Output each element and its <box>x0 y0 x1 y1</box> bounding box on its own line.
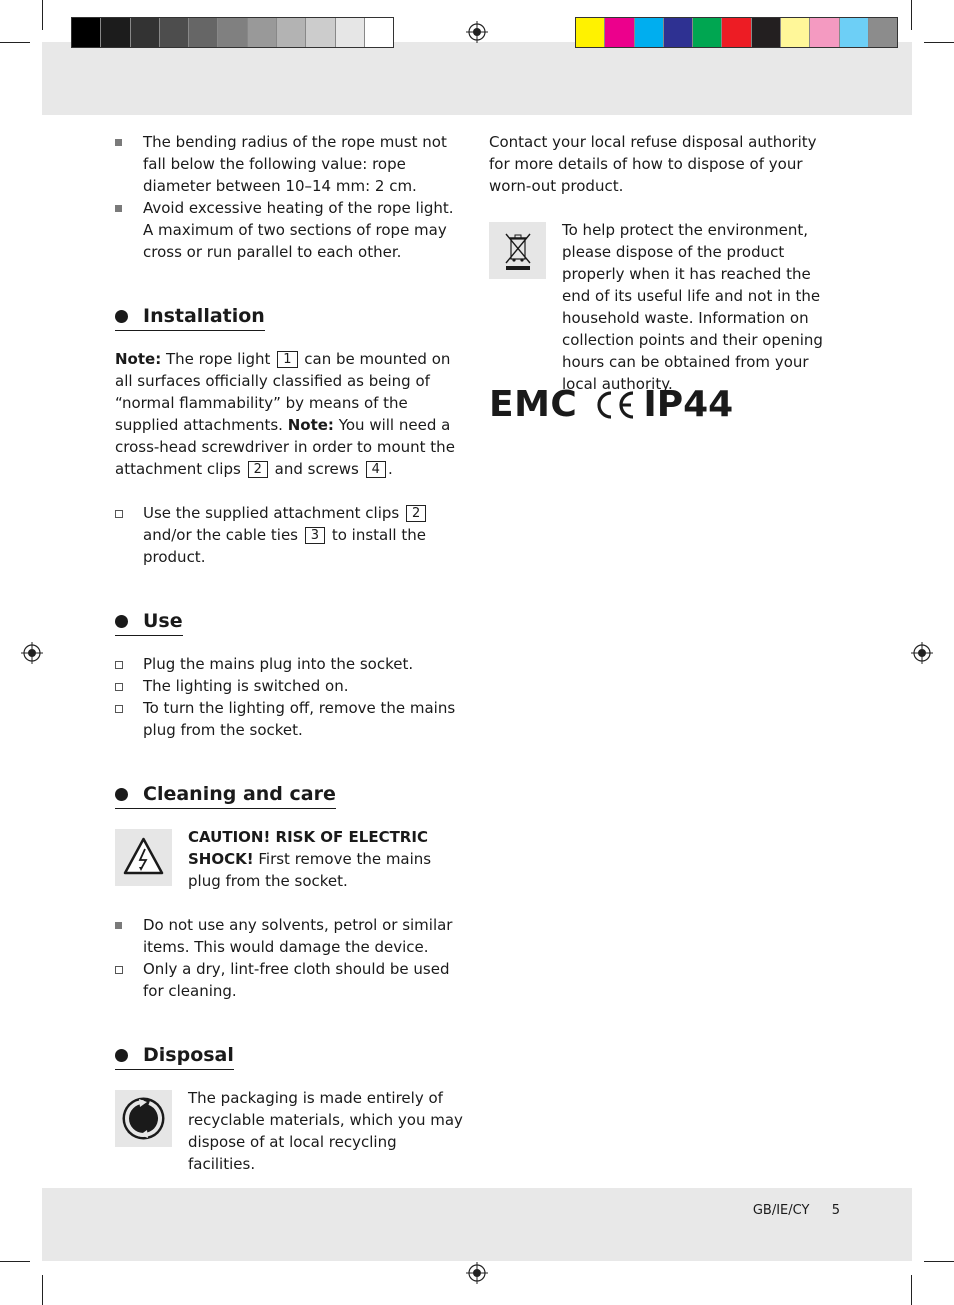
color-swatch <box>306 18 335 47</box>
color-swatch <box>248 18 277 47</box>
left-column <box>115 131 465 1175</box>
green-dot-recycling-icon <box>115 1090 172 1147</box>
color-swatch <box>664 18 693 47</box>
caution-block <box>115 826 465 892</box>
crop-mark <box>911 0 912 30</box>
color-swatch <box>101 18 130 47</box>
step-text: Use the supplied attachment clips 2 and/or the cable ties 3 to install the product. <box>143 504 426 566</box>
heading-dot-icon <box>115 615 128 628</box>
square-bullet-icon <box>115 139 122 146</box>
packaging-text: The packaging is made entirely of recyclable materials, which you may dispose of at local recycling facilities. <box>188 1089 463 1173</box>
checkbox-bullet-icon <box>115 705 123 713</box>
caution-text: First remove the mains plug from the socket. <box>188 850 432 890</box>
section-heading-cleaning: Cleaning and care <box>115 781 336 809</box>
color-swatch <box>365 18 393 47</box>
step-text: Only a dry, lint-free cloth should be used for cleaning. <box>143 960 450 1000</box>
color-swatch <box>72 18 101 47</box>
registration-mark-icon <box>466 1262 488 1284</box>
certification-marks <box>489 385 733 425</box>
color-swatch <box>722 18 751 47</box>
weee-text: To help protect the environment, please dispose of the product properly when it has reached the end of its useful life and not in the household waste. Information on collection points and their opening hours can be obtained from your local authority. <box>562 221 823 393</box>
header-band <box>42 42 912 115</box>
right-column <box>489 131 839 425</box>
color-swatch <box>160 18 189 47</box>
color-swatch <box>336 18 365 47</box>
part-reference: 1 <box>277 351 297 368</box>
color-calibration-strip <box>575 17 898 48</box>
color-swatch <box>752 18 781 47</box>
registration-mark-icon <box>466 21 488 43</box>
gray-calibration-strip <box>71 17 394 48</box>
part-reference: 3 <box>305 527 325 544</box>
step-text: To turn the lighting off, remove the mains plug from the socket. <box>143 699 456 739</box>
weee-block <box>489 219 839 395</box>
square-bullet-icon <box>115 922 122 929</box>
color-swatch <box>840 18 869 47</box>
checkbox-bullet-icon <box>115 661 123 669</box>
registration-mark-icon <box>21 642 43 664</box>
section-heading-installation: Installation <box>115 303 265 331</box>
crossed-bin-icon <box>489 222 546 279</box>
color-swatch <box>693 18 722 47</box>
crop-mark <box>924 1261 954 1262</box>
heading-dot-icon <box>115 1049 128 1062</box>
contact-text: Contact your local refuse disposal authority for more details of how to dispose of your worn-out product. <box>489 133 817 195</box>
part-reference: 2 <box>248 461 268 478</box>
list-item <box>115 914 465 958</box>
crop-mark <box>42 1275 43 1305</box>
region-code: GB/IE/CY <box>752 1203 810 1218</box>
list-item <box>115 502 465 568</box>
color-swatch <box>810 18 839 47</box>
caution-label: CAUTION! RISK OF ELECTRIC SHOCK! <box>188 828 428 868</box>
installation-note: Note: The rope light 1 can be mounted on all surfaces officially classified as being of “normal flammability” by means of the supplied attachments. Note: You will need a cross-head screwdriver in order to mount the attachment clips 2 and screws 4 . <box>115 350 455 478</box>
footer-band <box>42 1188 912 1261</box>
list-item <box>115 958 465 1002</box>
list-item <box>115 697 465 741</box>
page-number: 5 <box>831 1203 840 1218</box>
list-item <box>115 675 465 697</box>
bullet-text: Do not use any solvents, petrol or similar items. This would damage the device. <box>143 916 453 956</box>
crop-mark <box>924 42 954 43</box>
emc-mark: EMC <box>489 384 578 425</box>
list-item <box>115 197 465 263</box>
bullet-text: Avoid excessive heating of the rope light. A maximum of two sections of rope may cross or run parallel to each other. <box>143 199 454 261</box>
heading-dot-icon <box>115 788 128 801</box>
color-swatch <box>635 18 664 47</box>
electric-shock-warning-icon <box>115 829 172 886</box>
color-swatch <box>189 18 218 47</box>
step-text: The lighting is switched on. <box>143 677 349 695</box>
step-text: Plug the mains plug into the socket. <box>143 655 414 673</box>
bullet-text: The bending radius of the rope must not fall below the following value: rope diameter between 10–14 mm: 2 cm. <box>143 133 447 195</box>
checkbox-bullet-icon <box>115 510 123 518</box>
color-swatch <box>277 18 306 47</box>
crop-mark <box>911 1275 912 1305</box>
part-reference: 2 <box>406 505 426 522</box>
checkbox-bullet-icon <box>115 683 123 691</box>
checkbox-bullet-icon <box>115 966 123 974</box>
registration-mark-icon <box>911 642 933 664</box>
crop-mark <box>0 1261 30 1262</box>
ip-rating-mark: IP44 <box>643 384 734 425</box>
crop-mark <box>42 0 43 30</box>
color-swatch <box>131 18 160 47</box>
color-swatch <box>605 18 634 47</box>
list-item <box>115 653 465 675</box>
color-swatch <box>869 18 897 47</box>
part-reference: 4 <box>366 461 386 478</box>
packaging-block <box>115 1087 465 1175</box>
square-bullet-icon <box>115 205 122 212</box>
list-item <box>115 131 465 197</box>
color-swatch <box>576 18 605 47</box>
heading-dot-icon <box>115 310 128 323</box>
crop-mark <box>0 42 30 43</box>
color-swatch <box>781 18 810 47</box>
section-heading-disposal: Disposal <box>115 1042 234 1070</box>
ce-mark-icon <box>591 387 639 423</box>
section-heading-use: Use <box>115 608 183 636</box>
page-footer <box>700 1201 840 1221</box>
color-swatch <box>218 18 247 47</box>
